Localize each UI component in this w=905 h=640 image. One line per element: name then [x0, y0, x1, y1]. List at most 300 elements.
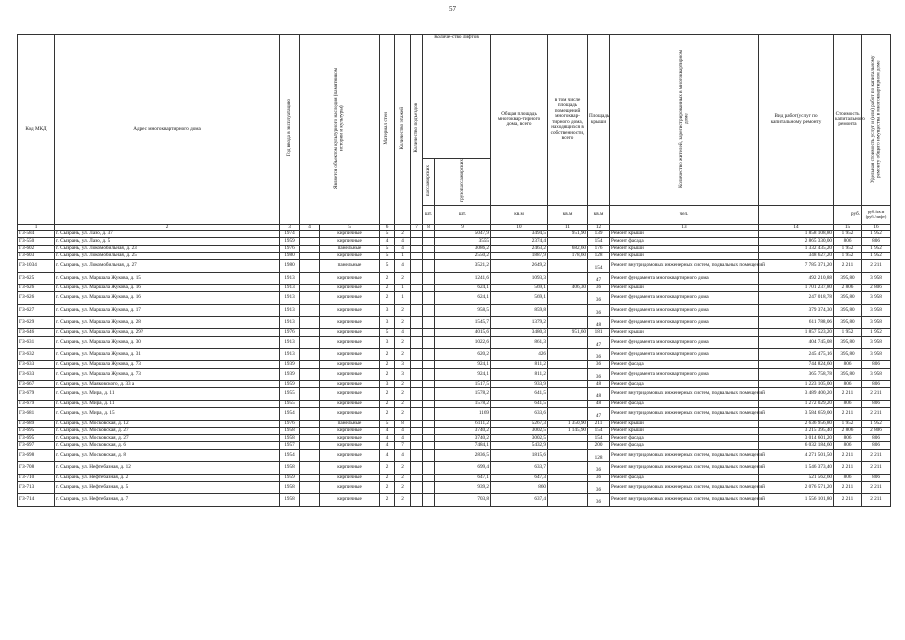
- cell-floors: 2: [380, 462, 395, 474]
- cell-wall: кирпичные: [320, 368, 380, 380]
- cell-max-cost: 2 806: [862, 427, 891, 434]
- cell-code: ГЗ-550: [18, 238, 55, 245]
- cell-roof-area: [548, 260, 588, 272]
- cell-lifts-cargo: [423, 349, 435, 361]
- cell-premises-area: 861,3: [491, 336, 548, 348]
- cell-floors: 3: [380, 304, 395, 316]
- colnum-6: 6: [380, 224, 395, 230]
- cell-residents: 36: [588, 494, 610, 506]
- cell-floors: 4: [380, 427, 395, 434]
- cell-works: Ремонт фасада: [610, 474, 759, 481]
- table-row: [18, 368, 891, 380]
- cell-total-area: 624,1: [435, 284, 491, 291]
- cell-total-area: 3555: [435, 238, 491, 245]
- cell-year: 1958: [280, 462, 300, 474]
- cell-unit-cost: 1 952: [834, 329, 862, 336]
- cell-code: ГЗ-689: [18, 420, 55, 427]
- cell-lifts-pass: [411, 408, 423, 420]
- cell-code: ГЗ-633: [18, 368, 55, 380]
- cell-entrances: 4: [395, 427, 411, 434]
- cell-cost: 3 489 400,20: [759, 388, 834, 400]
- cell-lifts-pass: [411, 304, 423, 316]
- cell-lifts-cargo: [423, 329, 435, 336]
- cell-unit-cost: 806: [834, 238, 862, 245]
- cell-roof-area: [548, 442, 588, 449]
- cell-works: Ремонт фундамента многоквартирного дома: [610, 292, 759, 304]
- cell-max-cost: 2 211: [862, 449, 891, 461]
- cell-year: 1976: [280, 329, 300, 336]
- table-row: [18, 252, 891, 259]
- cell-works: Ремонт фасада: [610, 361, 759, 368]
- cell-wall: кирпичные: [320, 284, 380, 291]
- table-row: [18, 462, 891, 474]
- unit-premises-area: кв.м: [548, 205, 588, 224]
- cell-heritage: [300, 304, 320, 316]
- cell-heritage: [300, 408, 320, 420]
- cell-address: г. Сызрань, ул. Локомобильная, д. 27: [55, 260, 280, 272]
- cell-address: г. Сызрань, ул. Лазо, д. 37: [55, 230, 280, 237]
- cell-unit-cost: 2 211: [834, 494, 862, 506]
- cell-premises-area: 633,7: [491, 462, 548, 474]
- cell-entrances: 2: [395, 317, 411, 329]
- cell-heritage: [300, 462, 320, 474]
- cell-wall: кирпичные: [320, 230, 380, 237]
- cell-works: Ремонт фундамента многоквартирного дома: [610, 349, 759, 361]
- cell-total-area: 3740,2: [435, 427, 491, 434]
- cell-year: 1959: [280, 474, 300, 481]
- cell-lifts-pass: [411, 442, 423, 449]
- cell-cost: 744 824,60: [759, 361, 834, 368]
- cell-lifts-cargo: [423, 272, 435, 284]
- cell-residents: 36: [588, 304, 610, 316]
- cell-wall: кирпичные: [320, 272, 380, 284]
- cell-premises-area: 2463,2: [491, 245, 548, 252]
- cell-entrances: 2: [395, 481, 411, 493]
- cell-total-area: 3521,2: [435, 260, 491, 272]
- cell-max-cost: 806: [862, 474, 891, 481]
- cell-residents: 200: [588, 442, 610, 449]
- cell-lifts-pass: [411, 230, 423, 237]
- cell-works: Ремонт внутридомовых инженерных систем, подвальных помещений: [610, 481, 759, 493]
- cell-max-cost: 2 211: [862, 388, 891, 400]
- cell-year: 1958: [280, 494, 300, 506]
- cell-unit-cost: 1 952: [834, 420, 862, 427]
- cell-works: Ремонт крыши: [610, 252, 759, 259]
- colnum-3: 3: [280, 224, 300, 230]
- cell-lifts-cargo: [423, 368, 435, 380]
- cell-code: ГЗ-632: [18, 349, 55, 361]
- cell-max-cost: 3 958: [862, 336, 891, 348]
- cell-heritage: [300, 449, 320, 461]
- cell-works: Ремонт крыши: [610, 420, 759, 427]
- table-row: [18, 449, 891, 461]
- colnum-4: 4: [300, 224, 320, 230]
- cell-residents: 176: [588, 245, 610, 252]
- cell-premises-area: 647,3: [491, 474, 548, 481]
- cell-floors: 5: [380, 329, 395, 336]
- table-row: [18, 260, 891, 272]
- cell-lifts-cargo: [423, 304, 435, 316]
- cell-residents: 181: [588, 329, 610, 336]
- cell-roof-area: [548, 349, 588, 361]
- cell-premises-area: 633,6: [491, 408, 548, 420]
- cell-address: г. Сызрань, ул. Маршала Жукова, д. 16: [55, 292, 280, 304]
- cell-wall: кирпичные: [320, 435, 380, 442]
- cell-code: ГЗ-679: [18, 388, 55, 400]
- cell-roof-area: 682,60: [548, 245, 588, 252]
- cell-cost: 611 788,06: [759, 317, 834, 329]
- cell-unit-cost: 806: [834, 442, 862, 449]
- unit-roof-area: кв.м: [588, 205, 610, 224]
- cell-roof-area: [548, 388, 588, 400]
- cell-residents: 47: [588, 336, 610, 348]
- cell-total-area: 924,1: [435, 361, 491, 368]
- cell-cost: 7 785 371,20: [759, 260, 834, 272]
- cell-floors: 2: [380, 494, 395, 506]
- cell-address: г. Сызрань, ул. Маршала Жукова, д. 15: [55, 272, 280, 284]
- table-row: [18, 238, 891, 245]
- cell-year: 1980: [280, 260, 300, 272]
- cell-max-cost: 1 952: [862, 329, 891, 336]
- cell-lifts-pass: [411, 361, 423, 368]
- cell-year: 1939: [280, 361, 300, 368]
- cell-residents: 139: [588, 230, 610, 237]
- table-row: [18, 435, 891, 442]
- header-works: Вид работ(услуг по капитальному ремонту: [759, 35, 834, 206]
- table-row: [18, 304, 891, 316]
- colnum-15: 15: [834, 224, 862, 230]
- cell-total-area: 3086,2: [435, 245, 491, 252]
- cell-cost: 3 014 601,20: [759, 435, 834, 442]
- table-row: [18, 400, 891, 407]
- cell-address: г. Сызрань, ул. Маршала Жукова, д. 73: [55, 361, 280, 368]
- cell-code: ГЗ-625: [18, 272, 55, 284]
- cell-entrances: 3: [395, 361, 411, 368]
- cell-lifts-pass: [411, 381, 423, 388]
- cell-premises-area: 2649,2: [491, 260, 548, 272]
- cell-lifts-cargo: [423, 442, 435, 449]
- cell-entrances: 4: [395, 238, 411, 245]
- cell-max-cost: 806: [862, 442, 891, 449]
- cell-unit-cost: 395,80: [834, 368, 862, 380]
- cell-max-cost: 2 211: [862, 494, 891, 506]
- cell-lifts-pass: [411, 284, 423, 291]
- header-roof-area: Площадь крыши: [588, 35, 610, 206]
- cell-cost: 365 758,78: [759, 368, 834, 380]
- table-row: [18, 474, 891, 481]
- cell-wall: панельные: [320, 260, 380, 272]
- cell-total-area: 1169: [435, 408, 491, 420]
- cell-roof-area: [548, 400, 588, 407]
- cell-lifts-cargo: [423, 260, 435, 272]
- cell-residents: 36: [588, 368, 610, 380]
- cell-code: ГЗ-584: [18, 230, 55, 237]
- unit-lifts-pass: шт.: [423, 205, 435, 224]
- cell-heritage: [300, 292, 320, 304]
- cell-roof-area: [548, 304, 588, 316]
- cell-roof-area: [548, 462, 588, 474]
- unit-unit-cost: руб./кв.м (руб./лифт): [862, 205, 891, 224]
- cell-unit-cost: 2 806: [834, 427, 862, 434]
- colnum-13: 13: [610, 224, 759, 230]
- cell-code: ГЗ-627: [18, 304, 55, 316]
- cell-lifts-cargo: [423, 317, 435, 329]
- cell-heritage: [300, 272, 320, 284]
- cell-wall: кирпичные: [320, 449, 380, 461]
- cell-works: Ремонт внутридомовых инженерных систем, подвальных помещений: [610, 462, 759, 474]
- cell-lifts-cargo: [423, 427, 435, 434]
- cell-entrances: 2: [395, 349, 411, 361]
- cell-year: 1976: [280, 420, 300, 427]
- cell-total-area: 1022,6: [435, 336, 491, 348]
- cell-residents: 48: [588, 381, 610, 388]
- cell-max-cost: 1 952: [862, 230, 891, 237]
- cell-entrances: 2: [395, 474, 411, 481]
- cell-max-cost: 806: [862, 361, 891, 368]
- cell-max-cost: 806: [862, 381, 891, 388]
- cell-works: Ремонт крыши: [610, 329, 759, 336]
- cell-cost: 404 745,08: [759, 336, 834, 348]
- cell-residents: 154: [588, 435, 610, 442]
- cell-floors: 2: [380, 400, 395, 407]
- cell-roof-area: [548, 435, 588, 442]
- colnum-16: 16: [862, 224, 891, 230]
- cell-floors: 2: [380, 284, 395, 291]
- cell-cost: 1 701 237,80: [759, 284, 834, 291]
- cell-wall: кирпичные: [320, 349, 380, 361]
- header-heritage: Является объектом культурного наследия (памятником истории и культуры): [300, 35, 380, 225]
- cell-year: 1980: [280, 252, 300, 259]
- cell-lifts-pass: [411, 245, 423, 252]
- cell-max-cost: 3 958: [862, 304, 891, 316]
- header-lifts-cargo: грузопассажирских: [435, 159, 491, 206]
- page-number: 57: [449, 5, 456, 13]
- cell-lifts-pass: [411, 400, 423, 407]
- cell-floors: 2: [380, 272, 395, 284]
- cell-floors: 3: [380, 381, 395, 388]
- cell-premises-area: 1379,2: [491, 317, 548, 329]
- cell-floors: 5: [380, 252, 395, 259]
- cell-unit-cost: 2 211: [834, 388, 862, 400]
- cell-max-cost: 806: [862, 435, 891, 442]
- cell-code: ГЗ-708: [18, 462, 55, 474]
- table-row: [18, 230, 891, 237]
- cell-code: ГЗ-602: [18, 245, 55, 252]
- cell-roof-area: [548, 481, 588, 493]
- cell-heritage: [300, 252, 320, 259]
- cell-total-area: 7484,1: [435, 442, 491, 449]
- cell-heritage: [300, 474, 320, 481]
- cell-residents: 47: [588, 272, 610, 284]
- cell-code: ГЗ-631: [18, 336, 55, 348]
- cell-lifts-cargo: [423, 435, 435, 442]
- cell-heritage: [300, 260, 320, 272]
- table-row: [18, 336, 891, 348]
- cell-entrances: 8: [395, 420, 411, 427]
- cell-floors: 2: [380, 474, 395, 481]
- cell-entrances: 4: [395, 245, 411, 252]
- cell-residents: 36: [588, 361, 610, 368]
- cell-residents: 154: [588, 260, 610, 272]
- cell-address: г. Сызрань, ул. Маршала Жукова, д. 30: [55, 336, 280, 348]
- cell-premises-area: 3480,3: [491, 329, 548, 336]
- cell-floors: 4: [380, 238, 395, 245]
- cell-unit-cost: 2 211: [834, 481, 862, 493]
- cell-works: Ремонт внутридомовых инженерных систем, подвальных помещений: [610, 408, 759, 420]
- cell-residents: 36: [588, 481, 610, 493]
- cell-floors: 2: [380, 292, 395, 304]
- cell-heritage: [300, 388, 320, 400]
- header-code: Код МКД: [18, 35, 55, 225]
- cell-premises-area: 1887,9: [491, 252, 548, 259]
- cell-premises-area: 1093,3: [491, 272, 548, 284]
- cell-address: г. Сызрань, ул. Маяковского, д. 33 а: [55, 381, 280, 388]
- cell-floors: 4: [380, 442, 395, 449]
- cell-unit-cost: 395,80: [834, 272, 862, 284]
- cell-roof-area: [548, 361, 588, 368]
- cell-entrances: 2: [395, 388, 411, 400]
- cell-lifts-pass: [411, 388, 423, 400]
- cell-premises-area: 5432,9: [491, 442, 548, 449]
- cell-entrances: 3: [395, 368, 411, 380]
- cell-roof-area: [548, 336, 588, 348]
- cell-premises-area: 811,2: [491, 361, 548, 368]
- cell-year: 1913: [280, 336, 300, 348]
- cell-lifts-pass: [411, 494, 423, 506]
- cell-heritage: [300, 284, 320, 291]
- cell-total-area: 620,2: [435, 349, 491, 361]
- cell-heritage: [300, 245, 320, 252]
- cell-floors: 2: [380, 481, 395, 493]
- cell-roof-area: [548, 368, 588, 380]
- colnum-1: 1: [18, 224, 55, 230]
- cell-max-cost: 2 211: [862, 462, 891, 474]
- cell-wall: кирпичные: [320, 381, 380, 388]
- cell-works: Ремонт внутридомовых инженерных систем, подвальных помещений: [610, 260, 759, 272]
- cell-code: ГЗ-681: [18, 408, 55, 420]
- cell-max-cost: 1 952: [862, 420, 891, 427]
- cell-floors: 2: [380, 408, 395, 420]
- cell-cost: 2 636 956,80: [759, 420, 834, 427]
- cell-total-area: 924,1: [435, 368, 491, 380]
- cell-wall: кирпичные: [320, 442, 380, 449]
- cell-max-cost: 806: [862, 238, 891, 245]
- cell-heritage: [300, 317, 320, 329]
- cell-works: Ремонт внутридомовых инженерных систем, подвальных помещений: [610, 449, 759, 461]
- cell-roof-area: 951,90: [548, 230, 588, 237]
- unit-lifts-cargo: шт.: [435, 205, 491, 224]
- cell-unit-cost: 395,80: [834, 304, 862, 316]
- cell-residents: 154: [588, 238, 610, 245]
- cell-works: Ремонт крыши: [610, 427, 759, 434]
- cell-works: Ремонт фундамента многоквартирного дома: [610, 368, 759, 380]
- cell-works: Ремонт фундамента многоквартирного дома: [610, 317, 759, 329]
- cell-unit-cost: 2 211: [834, 260, 862, 272]
- cell-works: Ремонт крыши: [610, 245, 759, 252]
- cell-roof-area: [548, 408, 588, 420]
- cell-address: г. Сызрань, ул. Мира, д. 11: [55, 400, 280, 407]
- unit-total-area: кв.м: [491, 205, 548, 224]
- cell-lifts-pass: [411, 481, 423, 493]
- cell-wall: кирпичные: [320, 317, 380, 329]
- cell-premises-area: 569,1: [491, 284, 548, 291]
- cell-address: г. Сызрань, ул. Московская, д. 12: [55, 420, 280, 427]
- cell-floors: 5: [380, 420, 395, 427]
- cell-heritage: [300, 427, 320, 434]
- cell-works: Ремонт фундамента многоквартирного дома: [610, 304, 759, 316]
- cell-lifts-pass: [411, 349, 423, 361]
- cell-entrances: 1: [395, 252, 411, 259]
- cell-entrances: 2: [395, 336, 411, 348]
- cell-roof-area: [548, 494, 588, 506]
- cell-residents: 211: [588, 420, 610, 427]
- cell-roof-area: 951,60: [548, 329, 588, 336]
- cell-lifts-pass: [411, 427, 423, 434]
- cell-works: Ремонт фасада: [610, 435, 759, 442]
- cell-wall: кирпичные: [320, 494, 380, 506]
- cell-roof-area: 178,60: [548, 252, 588, 259]
- cell-unit-cost: 806: [834, 361, 862, 368]
- cell-address: г. Сызрань, ул. Маршала Жукова, д. 28: [55, 317, 280, 329]
- cell-year: 1959: [280, 381, 300, 388]
- header-floors: Количество этажей: [395, 35, 411, 225]
- cell-heritage: [300, 494, 320, 506]
- cell-roof-area: 1 145,90: [548, 427, 588, 434]
- cell-unit-cost: 1 952: [834, 230, 862, 237]
- cell-year: 1913: [280, 284, 300, 291]
- header-year: Год ввода в эксплуатацию: [280, 35, 300, 225]
- cell-works: Ремонт крыши: [610, 284, 759, 291]
- cell-premises-area: 3002,5: [491, 435, 548, 442]
- cell-total-area: 2550,2: [435, 252, 491, 259]
- cell-cost: 379 374,30: [759, 304, 834, 316]
- cell-wall: кирпичные: [320, 400, 380, 407]
- cell-entrances: 2: [395, 304, 411, 316]
- cell-cost: 245 475,16: [759, 349, 834, 361]
- cell-residents: 48: [588, 400, 610, 407]
- cell-code: ГЗ-697: [18, 442, 55, 449]
- cell-code: ГЗ-629: [18, 317, 55, 329]
- cell-wall: кирпичные: [320, 388, 380, 400]
- cell-code: ГЗ-626: [18, 284, 55, 291]
- header-wall: Материал стен: [380, 35, 395, 225]
- table-row: [18, 427, 891, 434]
- cell-cost: 1 857 523,20: [759, 329, 834, 336]
- cell-premises-area: 426: [491, 349, 548, 361]
- cell-unit-cost: 395,80: [834, 292, 862, 304]
- cell-lifts-pass: [411, 292, 423, 304]
- cell-floors: 5: [380, 260, 395, 272]
- cell-year: 1913: [280, 317, 300, 329]
- cell-lifts-cargo: [423, 408, 435, 420]
- cell-roof-area: [548, 381, 588, 388]
- cell-year: 1958: [280, 435, 300, 442]
- colnum-9: 9: [435, 224, 491, 230]
- cell-code: ГЗ-679: [18, 400, 55, 407]
- cell-wall: панельные: [320, 420, 380, 427]
- header-unit-cost: Удельная стоимость услуг и (или) работ по капитальному ремонту общего имущества в многоквартирном доме: [862, 35, 891, 206]
- cell-year: 1976: [280, 245, 300, 252]
- cell-cost: 492 210,88: [759, 272, 834, 284]
- cell-code: ГЗ-667: [18, 381, 55, 388]
- cell-wall: кирпичные: [320, 427, 380, 434]
- cell-lifts-cargo: [423, 238, 435, 245]
- cell-wall: кирпичные: [320, 336, 380, 348]
- cell-entrances: 4: [395, 435, 411, 442]
- table-row: [18, 292, 891, 304]
- cell-year: 1913: [280, 272, 300, 284]
- cell-address: г. Сызрань, ул. Мира, д. 11: [55, 388, 280, 400]
